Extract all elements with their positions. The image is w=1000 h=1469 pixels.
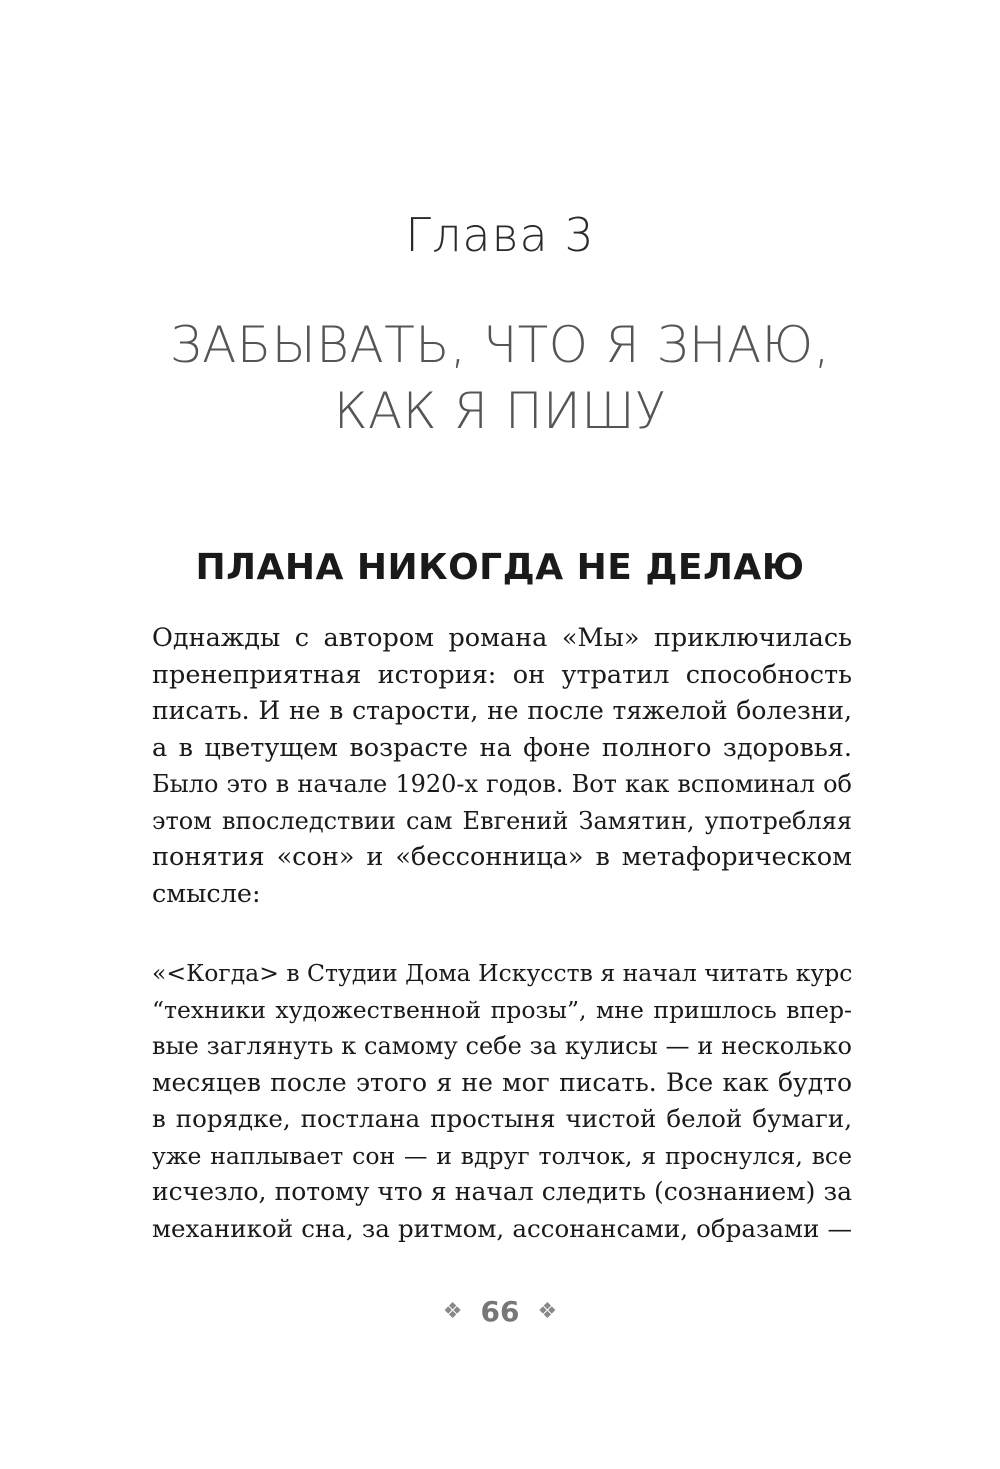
page-footer bbox=[0, 1291, 1000, 1332]
section-heading: ПЛАНА НИКОГДА НЕ ДЕЛАЮ bbox=[195, 547, 805, 588]
text-line: Однажды с автором романа «Мы» приключилась bbox=[152, 623, 852, 653]
text-line: механикой сна, за ритмом, ассонансами, образами — bbox=[152, 1213, 852, 1243]
paragraph-2-quote bbox=[152, 955, 852, 1247]
ornament-left-icon: ❖ bbox=[442, 1299, 463, 1324]
text-line: уже наплывает сон — и вдруг толчок, я проснулся, все bbox=[152, 1141, 852, 1170]
text-line: а в цветущем возрасте на фоне полного здоровья. bbox=[152, 732, 852, 763]
text-line: этом впоследствии сам Евгений Замятин, употребляя bbox=[152, 806, 852, 835]
text-line: смысле: bbox=[152, 878, 261, 909]
text-line: вые заглянуть к самому себе за кулисы — и несколько bbox=[152, 1032, 852, 1060]
text-line: “техники художественной прозы”, мне пришлось впер- bbox=[152, 995, 852, 1024]
ornament-right-icon: ❖ bbox=[537, 1299, 558, 1324]
text-line: месяцев после этого я не мог писать. Все как будто bbox=[152, 1067, 852, 1097]
text-line: Было это в начале 1920-х годов. Вот как вспоминал об bbox=[152, 770, 852, 798]
text-line: в порядке, постлана простыня чистой белой бумаги, bbox=[152, 1104, 852, 1133]
chapter-title bbox=[0, 312, 1000, 444]
text-line: исчезло, потому что я начал следить (сознанием) за bbox=[152, 1177, 852, 1206]
chapter-label: Глава 3 bbox=[405, 208, 595, 262]
paragraph-1 bbox=[152, 620, 852, 912]
page-number: 66 bbox=[480, 1295, 520, 1328]
chapter-title-line-2: КАК Я ПИШУ bbox=[333, 382, 667, 440]
text-line: «<Когда> в Студии Дома Искусств я начал читать курс bbox=[152, 959, 853, 987]
text-line: понятия «сон» и «бессонница» в метафорическом bbox=[152, 842, 852, 872]
text-line: пренеприятная история: он утратил способность bbox=[152, 659, 852, 690]
chapter-title-line-1: ЗАБЫВАТЬ, ЧТО Я ЗНАЮ, bbox=[169, 316, 831, 374]
text-line: писать. И не в старости, не после тяжелой болезни, bbox=[152, 696, 852, 725]
